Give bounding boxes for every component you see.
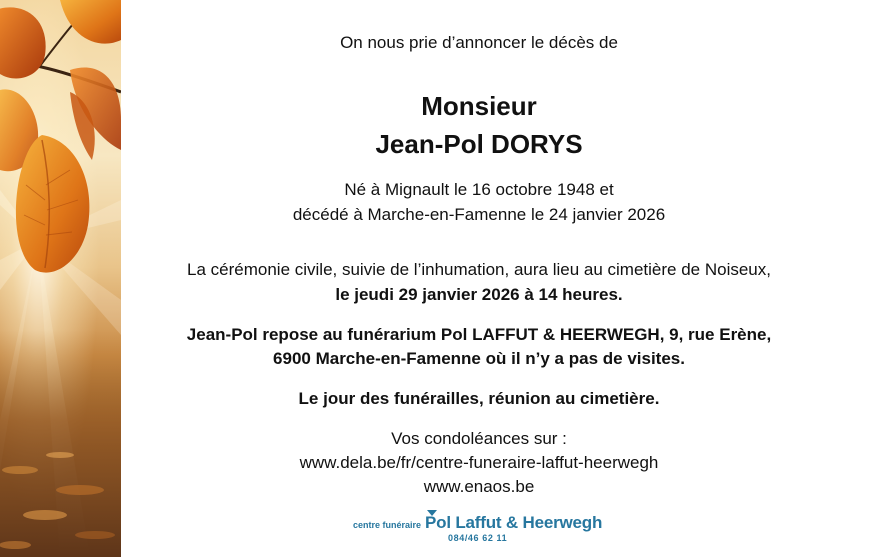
condolences-link-dela[interactable]: www.dela.be/fr/centre-funeraire-laffut-heerwegh [299, 453, 659, 472]
funeral-center-logo [353, 512, 608, 547]
autumn-leaves-photo [0, 0, 121, 557]
funeral-home-info: Jean-Pol repose au funérarium Pol LAFFUT & HEERWEGH, 9, rue Erène, [186, 325, 772, 344]
condolences-label: Vos condoléances sur : [391, 429, 567, 448]
funeral-day-info: Le jour des funérailles, réunion au cimetière. [298, 389, 660, 408]
ceremony-info: La cérémonie civile, suivie de l’inhumation, aura lieu au cimetière de Noiseux, [187, 260, 771, 279]
funeral-home-address: 6900 Marche-en-Famenne où il n’y a pas de visites. [273, 349, 685, 368]
ceremony-date: le jeudi 29 janvier 2026 à 14 heures. [335, 285, 623, 304]
logo-subtitle: centre funéraire [353, 520, 422, 530]
obituary-notice [121, 0, 885, 557]
logo-name: Pol Laffut & Heerwegh [425, 513, 603, 532]
condolences-link-enaos[interactable]: www.enaos.be [423, 477, 535, 496]
deceased-name: Jean-Pol DORYS [375, 129, 583, 159]
notice-intro: On nous prie d’annoncer le décès de [340, 33, 618, 52]
deceased-title: Monsieur [421, 91, 537, 121]
birth-info: Né à Mignault le 16 octobre 1948 et [344, 180, 614, 199]
logo-phone: 084/46 62 11 [448, 533, 508, 543]
death-info: décédé à Marche-en-Famenne le 24 janvier 2026 [292, 205, 666, 224]
autumn-leaves-illustration [0, 0, 121, 557]
